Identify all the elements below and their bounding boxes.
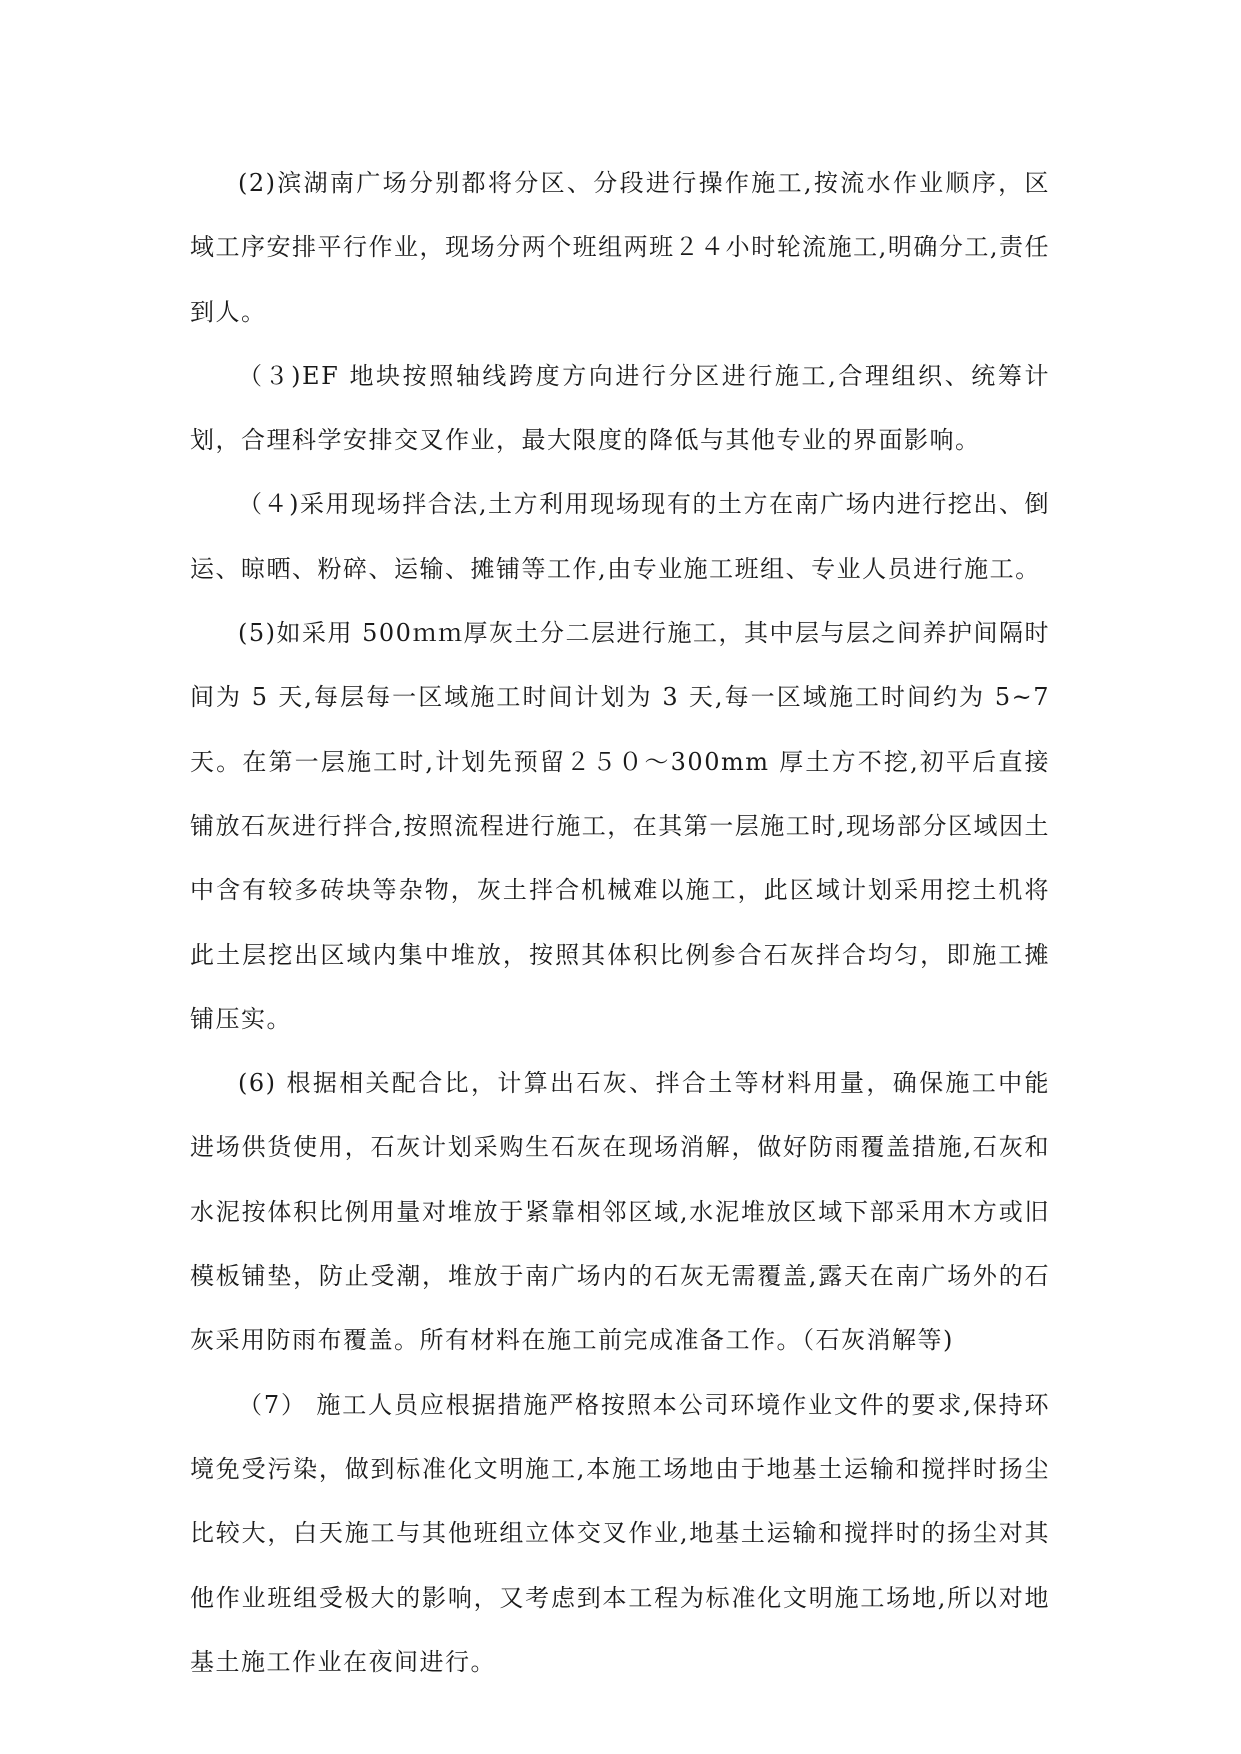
paragraph-7: （7） 施工人员应根据措施严格按照本公司环境作业文件的要求,保持环境免受污染，做到标准化文明施工,本施工场地由于地基土运输和搅拌时扬尘比较大，白天施工与其他班组立体交叉作业,地基土运输和搅拌时的扬尘对其他作业班组受极大的影响，又考虑到本工程为标准化文明施工场地,所以对地基土施工作业在夜间进行。 [190,1390,1050,1676]
paragraph-4: （４)采用现场拌合法,土方利用现场现有的土方在南广场内进行挖出、倒运、晾晒、粉碎、运输、摊铺等工作,由专业施工班组、专业人员进行施工。 [190,490,1050,583]
paragraph-6: (6) 根据相关配合比，计算出石灰、拌合土等材料用量，确保施工中能进场供货使用，石灰计划采购生石灰在现场消解，做好防雨覆盖措施,石灰和水泥按体积比例用量对堆放于紧靠相邻区域,水泥堆放区域下部采用木方或旧模板铺垫，防止受潮，堆放于南广场内的石灰无需覆盖,露天在南广场外的石灰采用防雨布覆盖。所有材料在施工前完成准备工作。（石灰消解等) [190,1069,1050,1355]
paragraph-5: (5)如采用 500ｍｍ厚灰土分二层进行施工，其中层与层之间养护间隔时间为 5 天,每层每一区域施工时间计划为 3 天,每一区域施工时间约为 5~7 天。在第一层施工时,计划先预留２５０～300mm 厚土方不挖,初平后直接铺放石灰进行拌合,按照流程进行施工，在其第一层施工时,现场部分区域因土中含有较多砖块等杂物，灰土拌合机械难以施工，此区域计划采用挖土机将此土层挖出区域内集中堆放，按照其体积比例参合石灰拌合均匀，即施工摊铺压实。 [190,619,1050,1033]
paragraph-3: （３)EF 地块按照轴线跨度方向进行分区进行施工,合理组织、统筹计划，合理科学安排交叉作业，最大限度的降低与其他专业的界面影响。 [190,361,1050,455]
paragraph-2: (2)滨湖南广场分别都将分区、分段进行操作施工,按流水作业顺序，区域工序安排平行作业，现场分两个班组两班２４小时轮流施工,明确分工,责任到人。 [190,169,1050,326]
document-body [190,151,1050,1694]
